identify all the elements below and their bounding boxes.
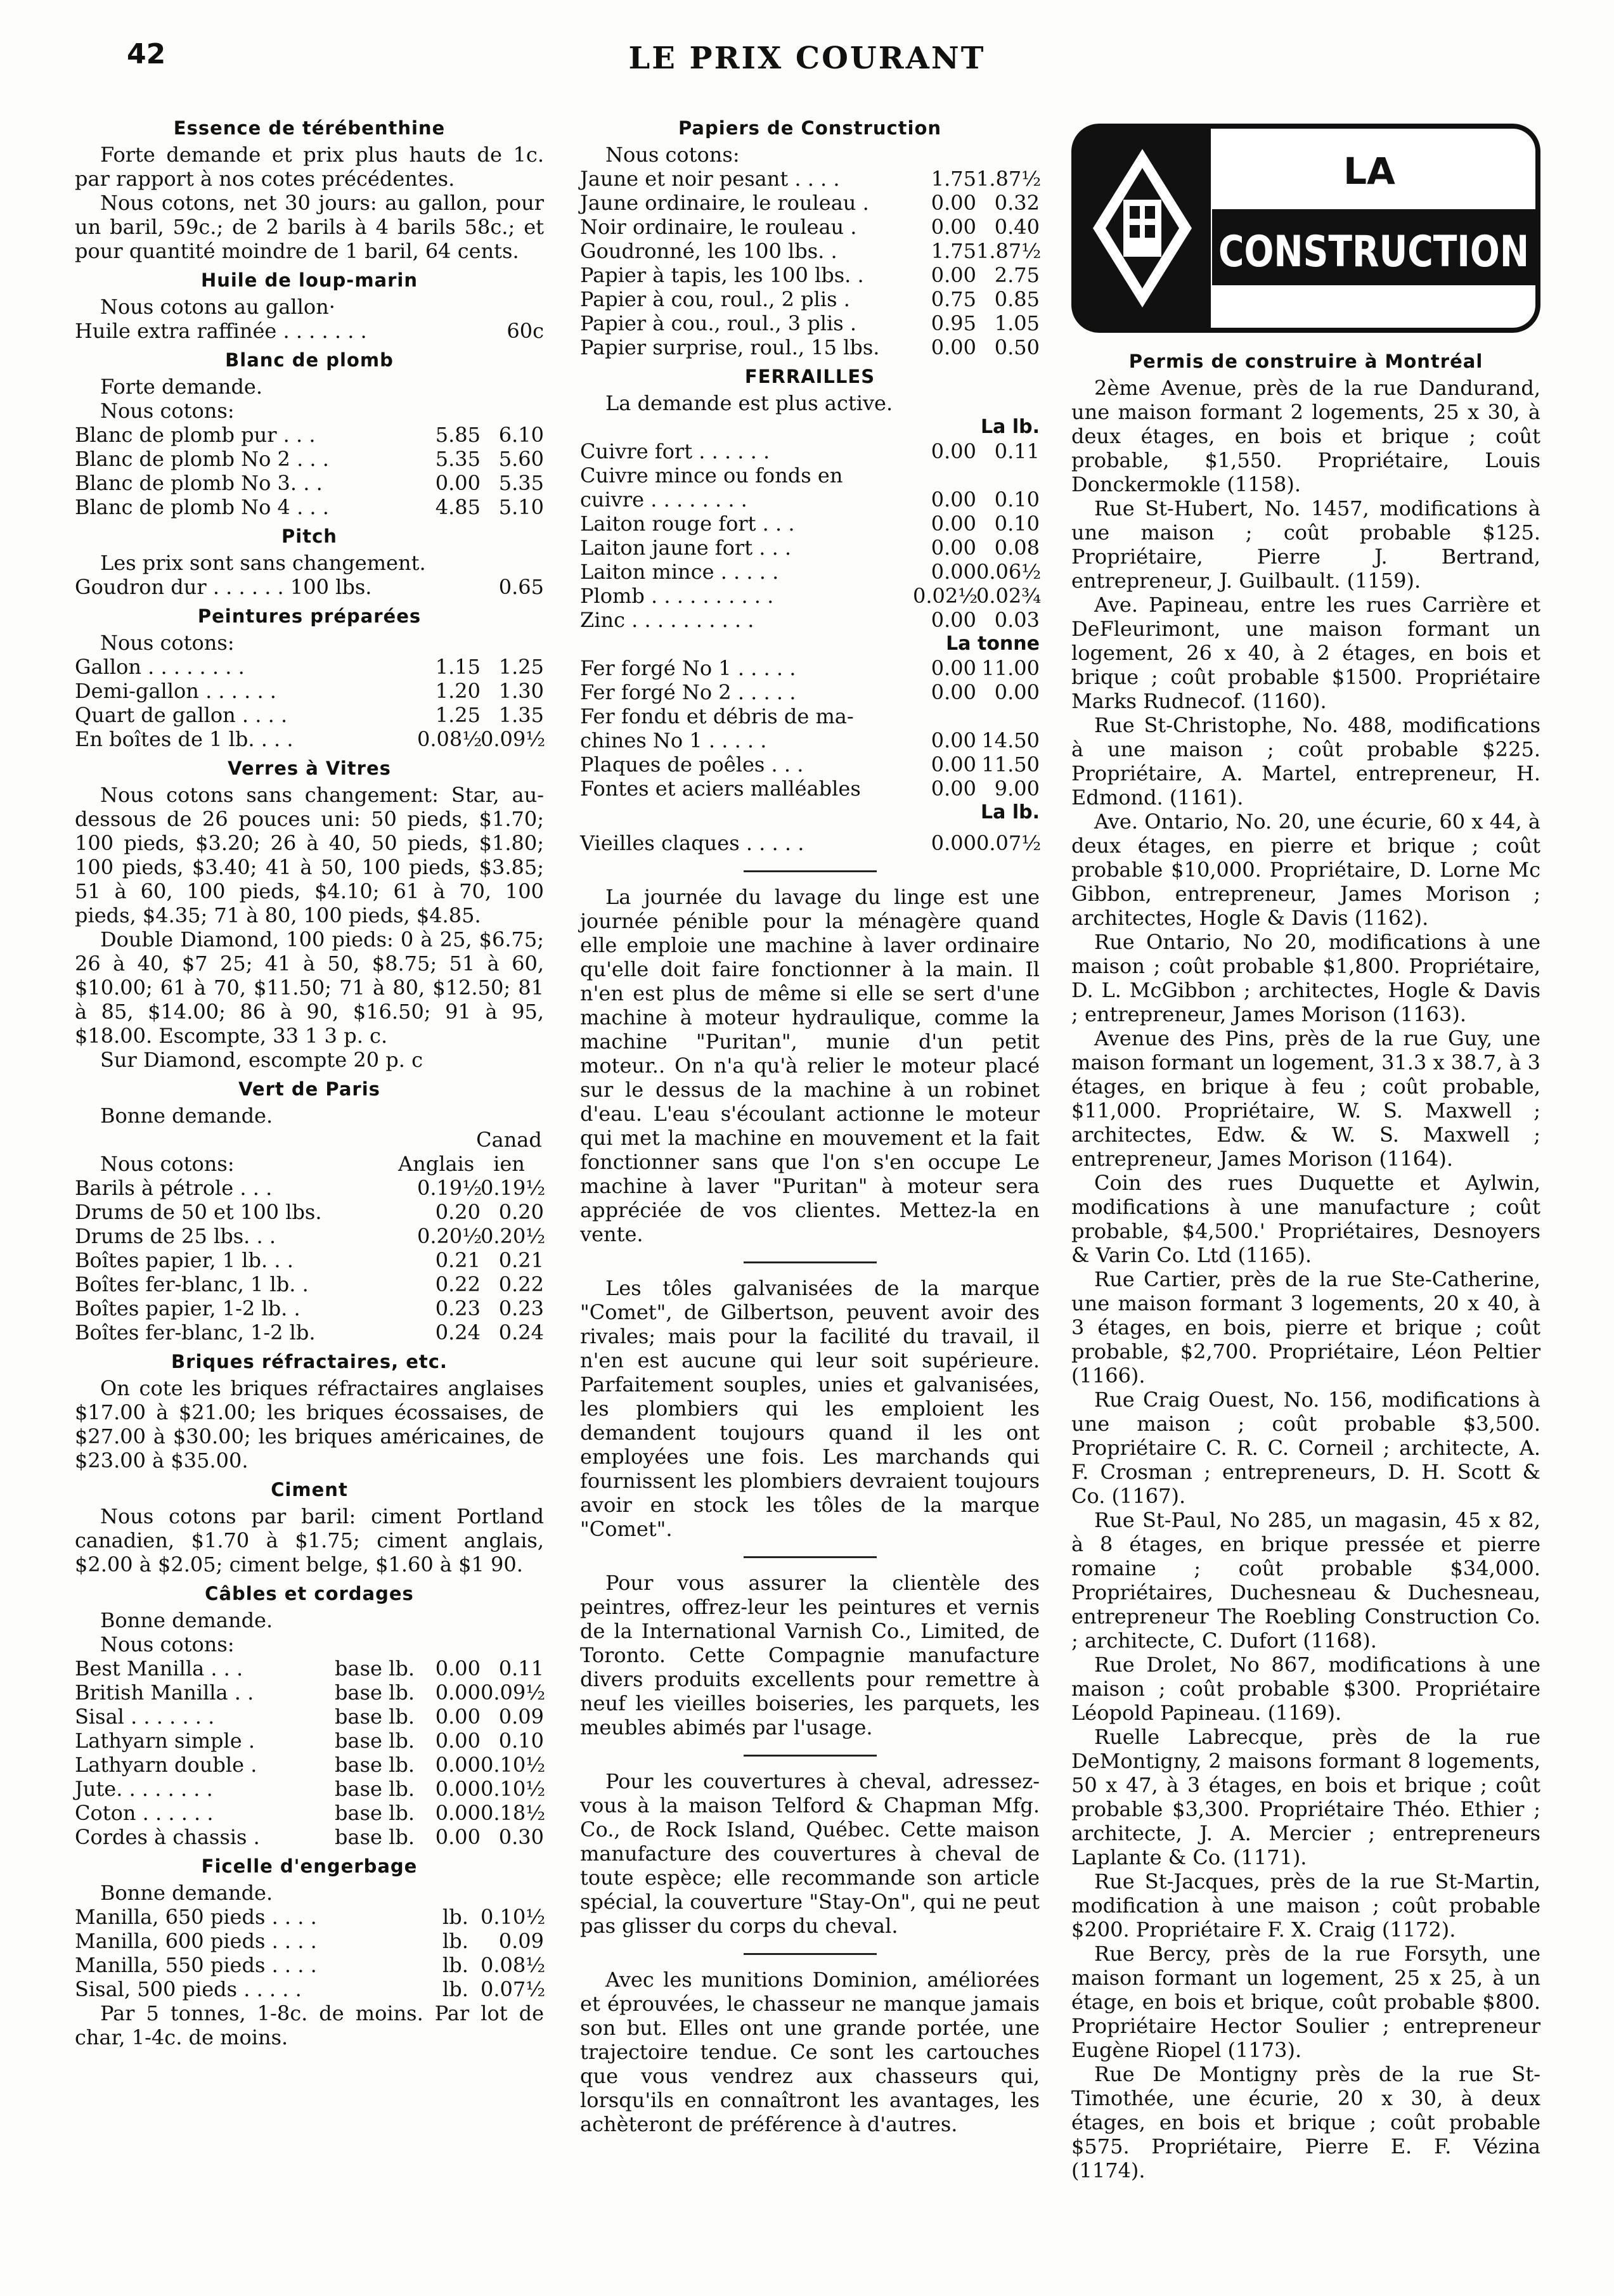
price-row <box>75 319 544 343</box>
price-row <box>75 1272 544 1296</box>
item-label: Fontes et aciers malléables <box>580 777 861 801</box>
paragraph: Bonne demande. <box>100 1608 273 1632</box>
price-row <box>75 495 544 519</box>
price-low: 4.85 <box>435 495 481 519</box>
item-price: 0.10½ <box>481 1905 546 1929</box>
price-high: 5.10 <box>498 495 544 519</box>
item-label: Manilla, 650 pieds . . . . <box>75 1905 317 1929</box>
price-row <box>580 608 1040 632</box>
permit-entry: Coin des rues Duquette et Aylwin, modifications à une manufacture ; coût probable, $4,500.' Propriétaires, Desnoyers & Varin Co. Ltd (1165). <box>1071 1171 1540 1267</box>
unit: lb. <box>442 1977 468 2001</box>
item-price: 0.09 <box>498 1929 544 1953</box>
price-row <box>75 1753 544 1777</box>
price-canadien: 0.19½ <box>481 1176 546 1200</box>
price-high: 0.03 <box>994 608 1040 632</box>
item-label: cuivre . . . . . . . . <box>580 487 747 512</box>
price-high: 0.10½ <box>481 1777 546 1801</box>
item-label: Sisal, 500 pieds . . . . . <box>75 1977 302 2001</box>
price-row <box>75 1777 544 1801</box>
item-label: Huile extra raffinée . . . . . . . <box>75 319 367 343</box>
unit: base lb. <box>335 1777 415 1801</box>
price-low: 1.25 <box>435 703 481 727</box>
price-high: 0.10 <box>994 512 1040 536</box>
section-heading: Papiers de Construction <box>678 117 942 139</box>
permit-entry: Rue St-Jacques, près de la rue St-Martin, modification à une maison ; coût probable $200. Propriétaire F. X. Craig (1172). <box>1071 1869 1540 1942</box>
price-row <box>75 575 544 599</box>
section-heading: Briques réfractaires, etc. <box>171 1351 448 1372</box>
item-label: Papier à cou., roul., 3 plis . <box>580 311 857 335</box>
price-row <box>580 728 1040 752</box>
permit-entry: Rue St-Hubert, No. 1457, modifications à une maison ; coût probable $125. Propriétaire, Pierre J. Bertrand, entrepreneur, J. Guilbault. (1159). <box>1071 496 1540 593</box>
item-price: 60c <box>507 319 544 343</box>
unit-label: La tonne <box>946 633 1040 655</box>
permit-entry: Ave. Papineau, entre les rues Carrière et DeFleurimont, une maison formant un logement, 26 x 40, à 2 étages, en bois et brique ; coût probable $1500. Propriétaire Marks Rudnecof. (1160). <box>1071 593 1540 713</box>
item-label: Drums de 25 lbs. . . <box>75 1224 276 1248</box>
price-row <box>75 1176 544 1200</box>
section-heading: Câbles et cordages <box>205 1583 414 1604</box>
price-high: 1.87½ <box>976 239 1042 263</box>
item-label: Lathyarn simple . <box>75 1729 255 1753</box>
price-row <box>75 1320 544 1345</box>
price-row <box>580 777 1040 801</box>
price-low: 0.00 <box>435 1777 481 1801</box>
section-heading: Pitch <box>281 526 337 547</box>
paragraph: Nous cotons: <box>100 631 235 655</box>
item-label: Gallon . . . . . . . . <box>75 655 245 679</box>
price-row <box>75 447 544 471</box>
price-anglais: 0.20½ <box>417 1224 482 1248</box>
price-high: 0.10 <box>994 487 1040 512</box>
unit: base lb. <box>335 1680 415 1705</box>
price-high: 1.30 <box>498 679 544 703</box>
item-price: 0.08½ <box>481 1953 546 1977</box>
price-high: 0.00 <box>994 680 1040 704</box>
paragraph: Avec les munitions Dominion, améliorées et éprouvées, le chasseur ne manque jamais son but. Elles ont une grande portée, une trajectoire tendue. Ce sont les cartouches que vous vendrez aux chasseurs qui, lorsqu'ils en connaîtront les avantages, les achèteront de préférence à d'autres. <box>580 1968 1040 2136</box>
price-row <box>75 1200 544 1224</box>
price-low: 0.00 <box>435 1656 481 1680</box>
column-header-anglais: Anglais <box>398 1152 475 1176</box>
price-high: 1.87½ <box>976 167 1042 191</box>
item-label: Drums de 50 et 100 lbs. <box>75 1200 322 1224</box>
price-row <box>580 167 1040 191</box>
item-label: Boîtes papier, 1-2 lb. . <box>75 1296 300 1320</box>
price-high: 0.07½ <box>976 831 1042 855</box>
price-row <box>580 831 1040 855</box>
price-anglais: 0.20 <box>435 1200 481 1224</box>
section-heading: Vert de Paris <box>238 1078 380 1100</box>
paragraph: On cote les briques réfractaires anglaises $17.00 à $21.00; les briques écossaises, de $27.00 à $30.00; les briques américaines, de $23.00 à $35.00. <box>75 1376 544 1473</box>
price-high: 0.06½ <box>976 560 1042 584</box>
price-row <box>75 727 544 751</box>
price-row <box>580 656 1040 680</box>
price-row <box>75 1953 544 1977</box>
price-high: 0.09½ <box>481 727 546 751</box>
unit: lb. <box>442 1929 468 1953</box>
paragraph: Nous cotons: <box>100 399 235 423</box>
price-row <box>580 560 1040 584</box>
price-low: 5.85 <box>435 423 481 447</box>
price-low: 0.00 <box>931 191 976 215</box>
unit: base lb. <box>335 1753 415 1777</box>
unit-header <box>580 632 1040 656</box>
paragraph: Bonne demande. <box>100 1104 273 1128</box>
item-label: Cuivre mince ou fonds en <box>580 463 843 487</box>
column-label: Nous cotons: <box>100 1152 235 1176</box>
price-low: 5.35 <box>435 447 481 471</box>
price-row <box>580 680 1040 704</box>
price-row <box>75 1224 544 1248</box>
permit-entry: Rue St-Paul, No 285, un magasin, 45 x 82, à 8 étages, en brique pressée et pierre romaine ; coût probable $34,000. Propriétaires, Duchesneau & Duchesneau, entrepreneur The Roebling Construction Co. ; architecte, C. Dufort (1168). <box>1071 1508 1540 1653</box>
price-low: 0.00 <box>931 608 976 632</box>
item-label: Demi-gallon . . . . . . <box>75 679 276 703</box>
price-row <box>75 679 544 703</box>
price-row <box>580 311 1040 335</box>
unit: base lb. <box>335 1729 415 1753</box>
permit-entry: Avenue des Pins, près de la rue Guy, une maison formant un logement, 31.3 x 38.7, à 3 étages, en brique à feu ; coût probable, $11,000. Propriétaire, W. S. Maxwell ; architectes, Edw. & W. S. Maxwell ; entrepreneur, James Morison (1164). <box>1071 1026 1540 1171</box>
price-high: 5.35 <box>498 471 544 495</box>
price-row <box>580 752 1040 777</box>
section-heading: Essence de térébenthine <box>173 117 446 139</box>
item-label: Goudron dur . . . . . . 100 lbs. <box>75 575 372 599</box>
price-high: 14.50 <box>981 728 1040 752</box>
price-row <box>75 1801 544 1825</box>
item-label: Blanc de plomb No 4 . . . <box>75 495 329 519</box>
price-high: 0.09½ <box>481 1680 546 1705</box>
item-label: Jaune et noir pesant . . . . <box>580 167 840 191</box>
item-label: Plomb . . . . . . . . . . <box>580 584 774 608</box>
paragraph: Forte demande. <box>100 375 263 399</box>
price-canadien: 0.22 <box>498 1272 544 1296</box>
price-row <box>75 471 544 495</box>
paragraph: La journée du lavage du linge est une journée pénible pour la ménagère quand elle emploie une machine à laver ordinaire qu'elle doit faire fonctionner à la main. Il n'en est plus de même si elle se sert d'une machine à moteur hydraulique, comme la machine "Puritan", munie d'un petit moteur.. On n'a qu'à relier le moteur placé sur le dessus de la machine à un robinet d'eau. L'eau s'écoulant actionne le moteur qui met la machine en mouvement et la fait fonctionner sans que l'on s'en occupe Le machine à laver "Puritan" à moteur sera appréciée de vos clientes. Mettez-la en vente. <box>580 885 1040 1246</box>
item-label: British Manilla . . <box>75 1680 254 1705</box>
price-row <box>75 423 544 447</box>
price-high: 0.50 <box>994 335 1040 359</box>
price-low: 1.75 <box>931 239 976 263</box>
paragraph: Bonne demande. <box>100 1881 273 1905</box>
paragraph: Nous cotons: <box>605 143 740 167</box>
price-row <box>580 704 1040 728</box>
price-low: 0.00 <box>931 335 976 359</box>
price-anglais: 0.24 <box>435 1320 481 1345</box>
separator <box>744 870 877 872</box>
price-canadien: 0.24 <box>498 1320 544 1345</box>
price-low: 0.00 <box>931 512 976 536</box>
price-low: 0.00 <box>435 1729 481 1753</box>
price-low: 0.00 <box>435 1680 481 1705</box>
price-low: 0.00 <box>435 1753 481 1777</box>
price-low <box>913 463 976 487</box>
item-label: Blanc de plomb No 2 . . . <box>75 447 329 471</box>
unit: base lb. <box>335 1656 415 1680</box>
item-label: En boîtes de 1 lb. . . . <box>75 727 294 751</box>
column-left <box>75 111 544 2049</box>
item-label: Blanc de plomb No 3. . . <box>75 471 323 495</box>
price-low: 0.00 <box>931 831 976 855</box>
section-heading: Blanc de plomb <box>225 349 394 371</box>
price-row <box>580 536 1040 560</box>
unit-header <box>580 415 1040 439</box>
price-high <box>976 463 1040 487</box>
column-header-canadien: Canadien <box>476 1128 542 1176</box>
permit-entry: Rue Ontario, No 20, modifications à une maison ; coût probable $1,800. Propriétaire, D. L. McGibbon ; architectes, Hogle & Davis ; entrepreneur, James Morison (1163). <box>1071 930 1540 1026</box>
price-anglais: 0.22 <box>435 1272 481 1296</box>
price-high: 1.25 <box>498 655 544 679</box>
item-label: Jute. . . . . . . . <box>75 1777 213 1801</box>
price-high: 0.85 <box>994 287 1040 311</box>
section-heading: Permis de construire à Montréal <box>1128 351 1483 372</box>
price-row <box>580 215 1040 239</box>
permit-entry: Rue Drolet, No 867, modifications à une maison ; coût probable $300. Propriétaire Léopold Papineau. (1169). <box>1071 1653 1540 1725</box>
item-price: 0.07½ <box>481 1977 546 2001</box>
price-high: 5.60 <box>498 447 544 471</box>
price-low: 0.02½ <box>913 584 978 608</box>
paragraph: Double Diamond, 100 pieds: 0 à 25, $6.75; 26 à 40, $7 25; 41 à 50, $8.75; 51 à 60, $10.00; 61 à 70, $11.50; 71 à 80, $12.50; 81 à 85, $14.00; 86 à 90, $16.50; 91 à 95, $18.00. Escompte, 33 1 3 p. c. <box>75 927 544 1048</box>
price-anglais: 0.23 <box>435 1296 481 1320</box>
price-low: 0.00 <box>931 439 976 463</box>
item-label: Manilla, 550 pieds . . . . <box>75 1953 317 1977</box>
la-construction-logo <box>1071 124 1540 333</box>
price-low: 0.00 <box>931 656 976 680</box>
price-low: 0.00 <box>931 536 976 560</box>
price-row <box>75 1905 544 1929</box>
item-label: Fer forgé No 2 . . . . . <box>580 680 796 704</box>
section-heading: Verres à Vitres <box>228 758 391 779</box>
paragraph: Pour les couvertures à cheval, adressez-vous à la maison Telford & Chapman Mfg. Co., de Rock Island, Québec. Cette maison manufacture des couvertures à cheval de toute espèce; elle recommande son article spécial, la couverture "Stay-On", qui ne peut pas glisser du corps du cheval. <box>580 1769 1040 1938</box>
item-label: chines No 1 . . . . . <box>580 728 767 752</box>
section-heading: Huile de loup-marin <box>200 269 418 291</box>
section-heading: FERRAILLES <box>744 366 875 387</box>
price-row <box>580 263 1040 287</box>
price-low: 0.00 <box>931 487 976 512</box>
price-row <box>75 1825 544 1849</box>
price-high: 0.18½ <box>481 1801 546 1825</box>
column-right <box>1071 124 1540 2183</box>
item-label: Manilla, 600 pieds . . . . <box>75 1929 317 1953</box>
item-label: Barils à pétrole . . . <box>75 1176 273 1200</box>
permit-entry: Ave. Ontario, No. 20, une écurie, 60 x 44, à deux étages, en pierre et brique ; coût probable $10,000. Propriétaire, D. Lorne Mc Gibbon, entrepreneur, James Morison ; architectes, Hogle & Davis (1162). <box>1071 809 1540 930</box>
permit-entry: Ruelle Labrecque, près de la rue DeMontigny, 2 maisons formant 8 logements, 50 x 47, à 3 étages, en bois et brique ; coût probable $3,300. Propriétaire Théo. Ethier ; architecte, J. A. Mercier ; entrepreneurs Laplante & Co. (1171). <box>1071 1725 1540 1869</box>
item-label: Fer forgé No 1 . . . . . <box>580 656 796 680</box>
item-label: Cordes à chassis . <box>75 1825 260 1849</box>
item-label: Coton . . . . . . <box>75 1801 214 1825</box>
item-label: Fer fondu et débris de ma- <box>580 704 854 728</box>
item-label: Zinc . . . . . . . . . . <box>580 608 754 632</box>
price-anglais: 0.21 <box>435 1248 481 1272</box>
price-low: 0.08½ <box>417 727 482 751</box>
price-low: 1.75 <box>931 167 976 191</box>
paragraph: Nous cotons au gallon· <box>100 295 335 319</box>
price-high: 1.05 <box>994 311 1040 335</box>
price-low <box>913 704 976 728</box>
item-label: Laiton rouge fort . . . <box>580 512 795 536</box>
price-high: 9.00 <box>994 777 1040 801</box>
paragraph: Nous cotons: <box>100 1632 235 1656</box>
item-label: Plaques de poêles . . . <box>580 752 804 777</box>
paragraph: Les prix sont sans changement. <box>100 551 426 575</box>
item-label: Cuivre fort . . . . . . <box>580 439 770 463</box>
price-anglais: 0.19½ <box>417 1176 482 1200</box>
price-high: 11.50 <box>981 752 1040 777</box>
price-low: 1.20 <box>435 679 481 703</box>
item-label: Jaune ordinaire, le rouleau . <box>580 191 869 215</box>
price-high: 0.40 <box>994 215 1040 239</box>
price-high: 0.10 <box>498 1729 544 1753</box>
section-heading: Ciment <box>271 1479 348 1500</box>
logo-la-text: LA <box>1343 150 1395 193</box>
price-low: 1.15 <box>435 655 481 679</box>
paragraph: La demande est plus active. <box>605 391 893 415</box>
item-label: Boîtes fer-blanc, 1-2 lb. <box>75 1320 316 1345</box>
item-label: Boîtes papier, 1 lb. . . <box>75 1248 294 1272</box>
price-row <box>580 463 1040 487</box>
paragraph: Nous cotons, net 30 jours: au gallon, pour un baril, 59c.; de 2 barils à 4 barils 58c.; et pour quantité moindre de 1 baril, 64 cents. <box>75 191 544 263</box>
price-low: 0.00 <box>931 752 976 777</box>
page-header <box>0 38 1614 82</box>
item-label: Lathyarn double . <box>75 1753 257 1777</box>
permit-entry: Rue Craig Ouest, No. 156, modifications à une maison ; coût probable $3,500. Propriétaire C. R. C. Corneil ; architecte, A. F. Crosman ; entrepreneurs, D. H. Scott & Co. (1167). <box>1071 1388 1540 1508</box>
paragraph: Nous cotons sans changement: Star, au-dessous de 26 pouces uni: 50 pieds, $1.70; 100 pieds, $3.20; 26 à 40, 50 pieds, $1.80; 100 pieds, $3.40; 41 à 50, 100 pieds, $3.85; 51 à 60, 100 pieds, $4.10; 61 à 70, 100 pieds, $4.35; 71 à 80, 100 pieds, $4.85. <box>75 783 544 927</box>
item-label: Quart de gallon . . . . <box>75 703 288 727</box>
section-heading: Ficelle d'engerbage <box>201 1855 418 1877</box>
price-high: 6.10 <box>498 423 544 447</box>
unit: base lb. <box>335 1705 415 1729</box>
permit-entry: Rue De Montigny près de la rue St-Timothée, une écurie, 20 x 30, à deux étages, en bois et brique ; coût probable $575. Propriétaire, Pierre E. F. Vézina (1174). <box>1071 2062 1540 2183</box>
unit-header <box>580 801 1040 825</box>
price-high: 0.02¾ <box>976 584 1042 608</box>
price-high <box>976 704 1040 728</box>
price-high: 0.11 <box>498 1656 544 1680</box>
price-row <box>75 1248 544 1272</box>
price-row <box>75 1656 544 1680</box>
price-row <box>580 439 1040 463</box>
price-high: 1.35 <box>498 703 544 727</box>
page-title: LE PRIX COURANT <box>628 41 986 76</box>
price-high: 11.00 <box>981 656 1040 680</box>
separator <box>744 1261 877 1263</box>
price-high: 0.09 <box>498 1705 544 1729</box>
item-label: Vieilles claques . . . . . <box>580 831 804 855</box>
paragraph: Par 5 tonnes, 1-8c. de moins. Par lot de char, 1-4c. de moins. <box>75 2001 544 2049</box>
price-low: 0.00 <box>435 1825 481 1849</box>
item-label: Laiton jaune fort . . . <box>580 536 792 560</box>
price-low: 0.00 <box>931 215 976 239</box>
paragraph: Les tôles galvanisées de la marque "Comet", de Gilbertson, peuvent avoir des rivales; mais pour la facilité du travail, il n'en est aucune qui leur soit supérieure. Parfaitement souples, unies et galvanisées, les plombiers qui les emploient les demandent toujours quand il les ont employées une fois. Les marchands qui fournissent les plombiers devraient toujours avoir en stock les tôles de la marque "Comet". <box>580 1276 1040 1541</box>
price-low: 0.00 <box>931 728 976 752</box>
price-row <box>580 287 1040 311</box>
price-low: 0.00 <box>435 1801 481 1825</box>
price-row <box>580 512 1040 536</box>
page-number: 42 <box>127 38 166 70</box>
price-high: 0.10½ <box>481 1753 546 1777</box>
price-canadien: 0.20½ <box>481 1224 546 1248</box>
item-label: Laiton mince . . . . . <box>580 560 779 584</box>
price-row <box>580 487 1040 512</box>
item-label: Sisal . . . . . . . <box>75 1705 215 1729</box>
price-low: 0.75 <box>931 287 976 311</box>
unit: base lb. <box>335 1801 415 1825</box>
price-low: 0.95 <box>931 311 976 335</box>
item-label: Boîtes fer-blanc, 1 lb. . <box>75 1272 309 1296</box>
price-high: 2.75 <box>994 263 1040 287</box>
item-label: Best Manilla . . . <box>75 1656 243 1680</box>
item-label: Noir ordinaire, le rouleau . <box>580 215 857 239</box>
separator <box>744 1556 877 1558</box>
price-low: 0.00 <box>931 560 976 584</box>
permit-entry: Rue St-Christophe, No. 488, modifications à une maison ; coût probable $225. Propriétaire, A. Martel, entrepreneur, H. Edmond. (1161). <box>1071 713 1540 809</box>
paragraph: Forte demande et prix plus hauts de 1c. par rapport à nos cotes précédentes. <box>75 143 544 191</box>
paragraph: Nous cotons par baril: ciment Portland canadien, $1.70 à $1.75; ciment anglais, $2.00 à $2.05; ciment belge, $1.60 à $1 90. <box>75 1504 544 1577</box>
item-price: 0.65 <box>498 575 544 599</box>
paragraph: Sur Diamond, escompte 20 p. c <box>100 1048 423 1072</box>
separator <box>744 1953 877 1955</box>
price-row <box>75 1680 544 1705</box>
item-label: Blanc de plomb pur . . . <box>75 423 316 447</box>
price-high: 0.08 <box>994 536 1040 560</box>
price-canadien: 0.20 <box>498 1200 544 1224</box>
price-row <box>75 655 544 679</box>
item-label: Papier surprise, roul., 15 lbs. <box>580 335 880 359</box>
price-row <box>580 335 1040 359</box>
logo-construction-text: CONSTRUCTION <box>1218 227 1529 277</box>
separator <box>744 1755 877 1757</box>
column-middle <box>580 111 1040 2136</box>
price-row <box>75 1977 544 2001</box>
price-row <box>580 191 1040 215</box>
price-low: 0.00 <box>435 471 481 495</box>
section-heading: Peintures préparées <box>197 605 422 627</box>
table-header <box>75 1128 544 1176</box>
price-high: 0.32 <box>994 191 1040 215</box>
unit: lb. <box>442 1905 468 1929</box>
permit-list <box>1071 376 1540 2183</box>
paragraph: Pour vous assurer la clientèle des peintres, offrez-leur les peintures et vernis de la International Varnish Co., Limited, de Toronto. Cette Compagnie manufacture divers produits excellents pour remettre à neuf les vieilles boiseries, les parquets, les meubles abimés par l'usage. <box>580 1571 1040 1739</box>
price-row <box>580 239 1040 263</box>
price-row <box>75 1929 544 1953</box>
permit-entry: Rue Cartier, près de la rue Ste-Catherine, une maison formant 3 logements, 20 x 40, à 3 étages, en bois, pierre et brique ; coût probable, $2,700. Propriétaire, Léon Peltier (1166). <box>1071 1267 1540 1388</box>
price-high: 0.30 <box>498 1825 544 1849</box>
price-high: 0.11 <box>994 439 1040 463</box>
unit: base lb. <box>335 1825 415 1849</box>
item-label: Goudronné, les 100 lbs. . <box>580 239 837 263</box>
unit-label: La lb. <box>981 416 1040 438</box>
price-row <box>75 703 544 727</box>
price-row <box>75 1729 544 1753</box>
price-low: 0.00 <box>931 777 976 801</box>
price-row <box>580 584 1040 608</box>
permit-entry: 2ème Avenue, près de la rue Dandurand, une maison formant 2 logements, 25 x 30, à deux étages, en bois et brique ; coût probable, $1,550. Propriétaire, Louis Donckermokle (1158). <box>1071 376 1540 496</box>
item-label: Papier à cou, roul., 2 plis . <box>580 287 850 311</box>
unit-label: La lb. <box>981 801 1040 823</box>
price-row <box>75 1705 544 1729</box>
price-canadien: 0.23 <box>498 1296 544 1320</box>
item-label: Papier à tapis, les 100 lbs. . <box>580 263 864 287</box>
unit: lb. <box>442 1953 468 1977</box>
price-low: 0.00 <box>931 680 976 704</box>
price-low: 0.00 <box>435 1705 481 1729</box>
price-row <box>75 1296 544 1320</box>
price-low: 0.00 <box>931 263 976 287</box>
price-canadien: 0.21 <box>498 1248 544 1272</box>
permit-entry: Rue Bercy, près de la rue Forsyth, une maison formant un logement, 25 x 25, à un étage, en bois et brique, coût probable $800. Propriétaire Hector Soulier ; entrepreneur Eugène Riopel (1173). <box>1071 1942 1540 2062</box>
